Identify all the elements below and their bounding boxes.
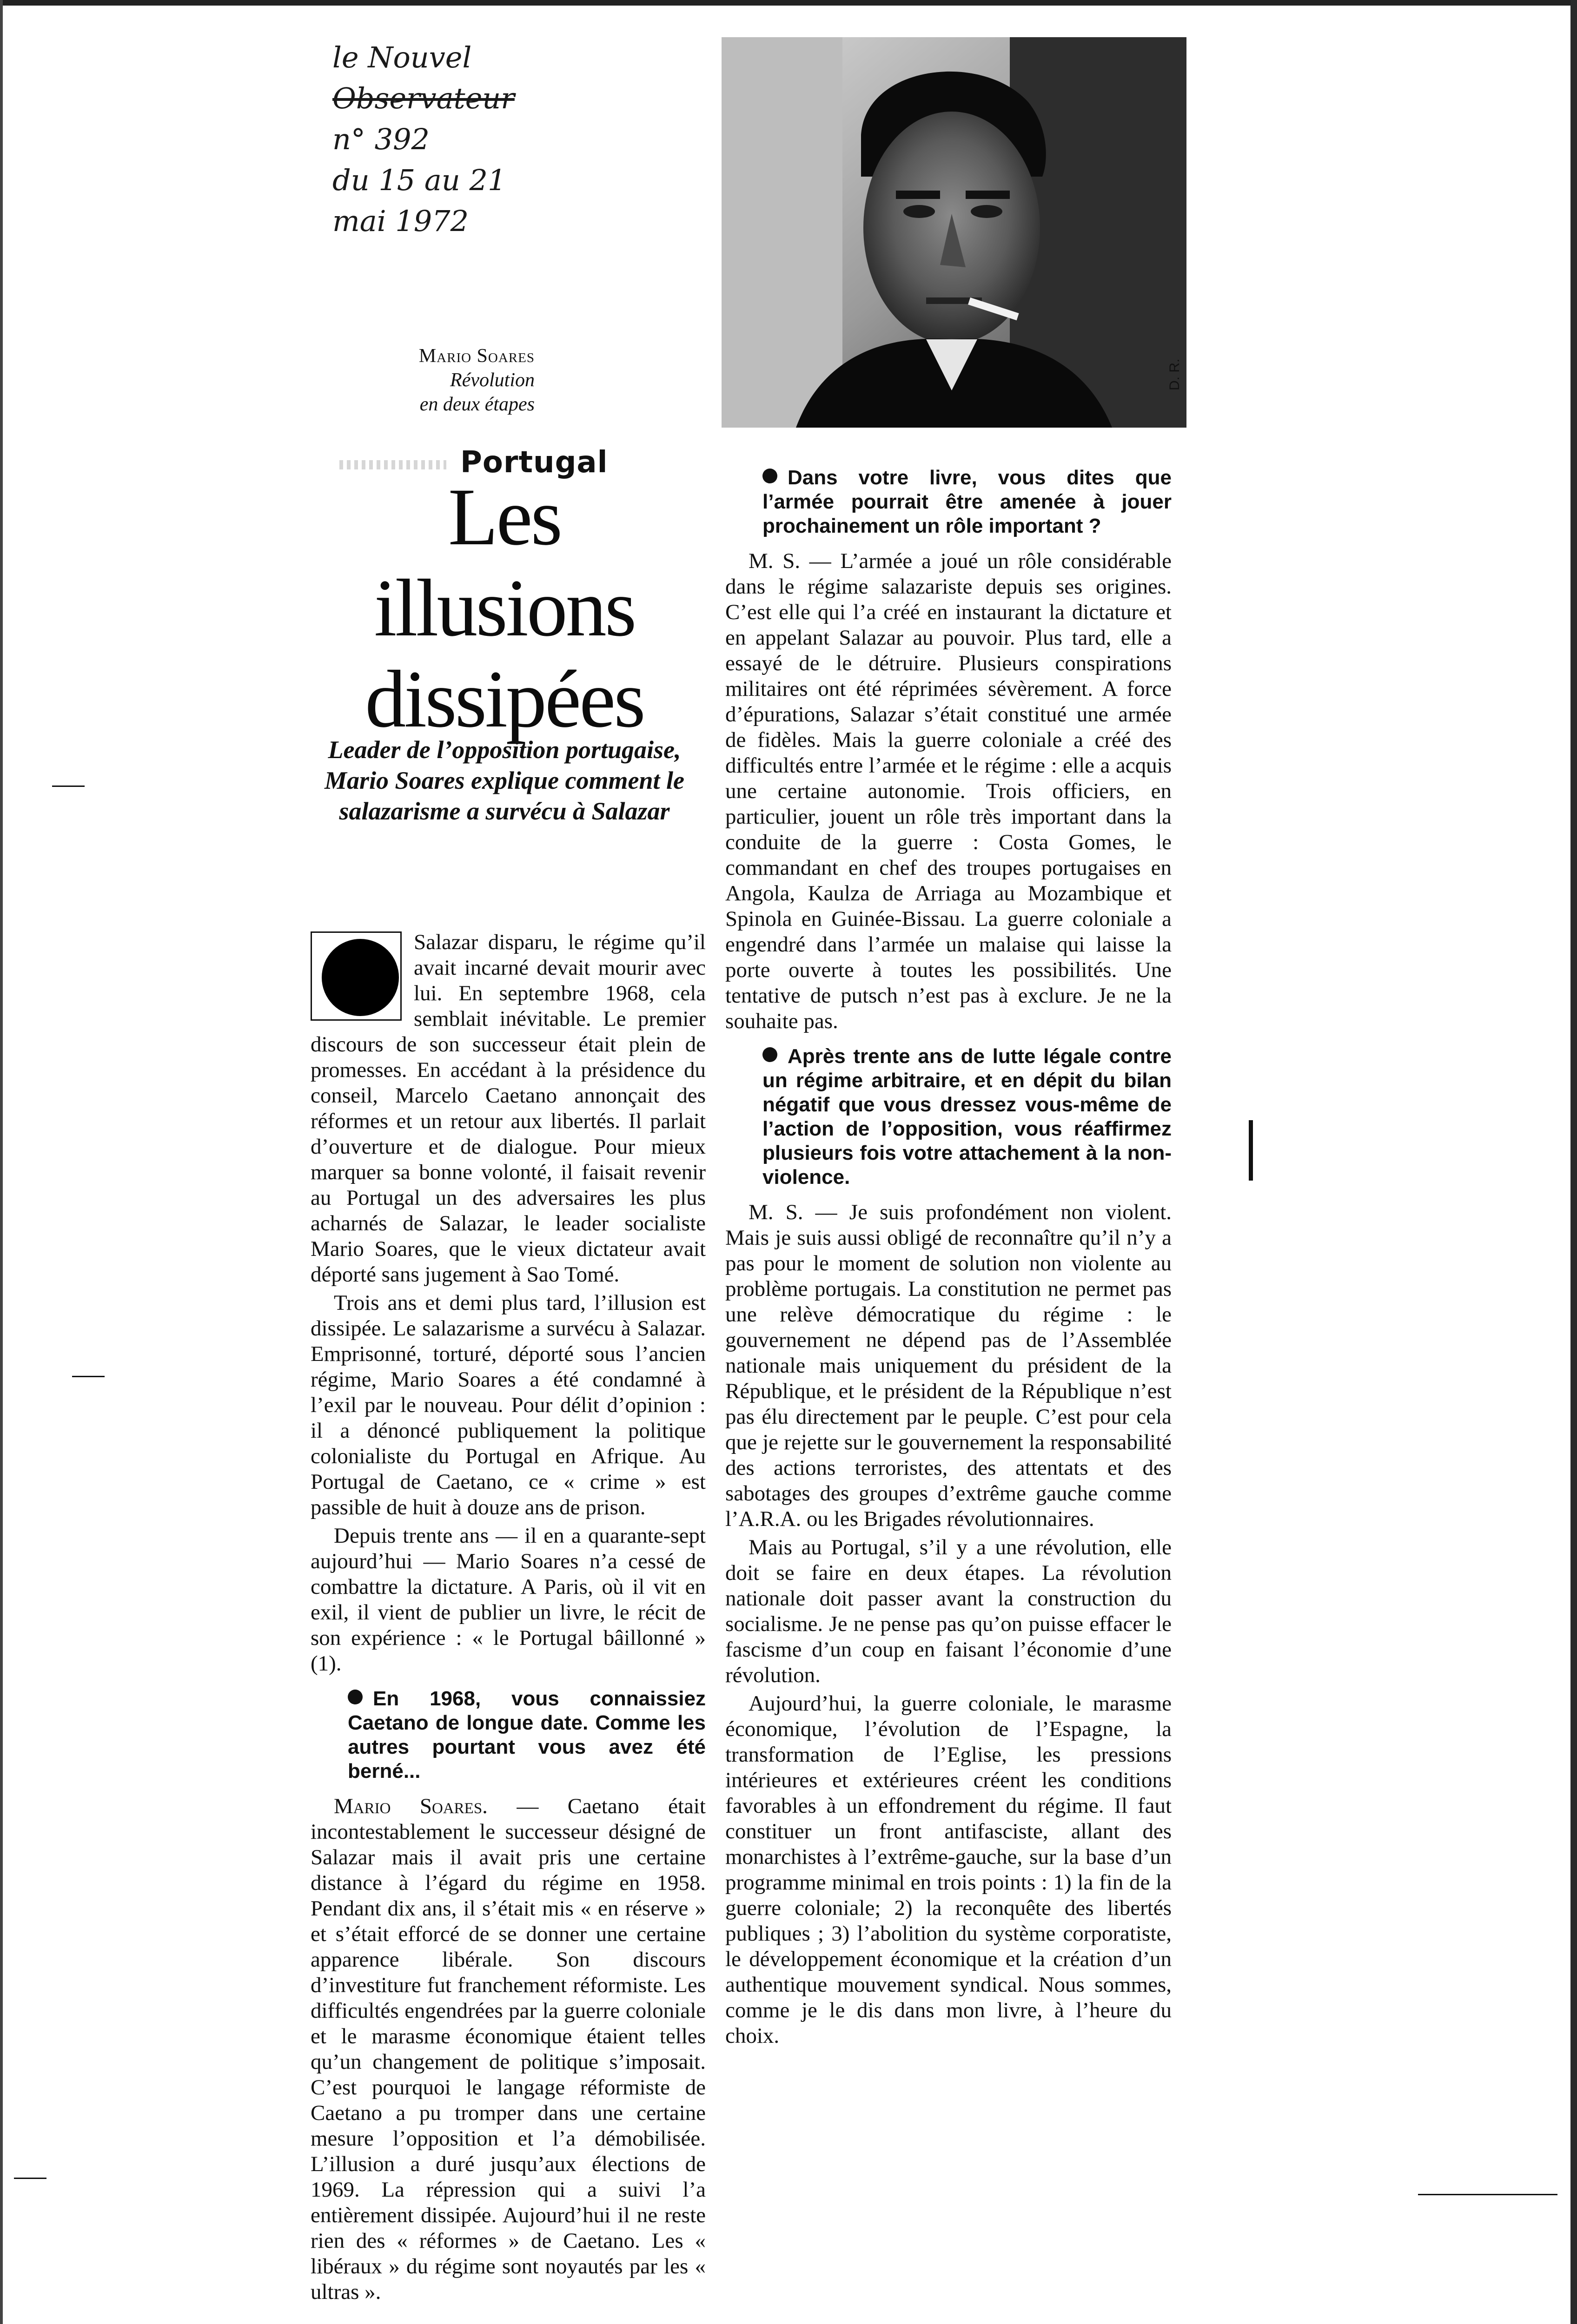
interview-question [762,466,1172,538]
handwritten-line: n° 392 [332,122,430,156]
handwritten-line: du 15 au 21 [332,163,506,197]
article-column-right [725,456,1172,2052]
caption-line: en deux étapes [419,394,535,415]
headline-line: dissipées [365,654,644,745]
print-smudge [339,460,446,469]
paragraph: Trois ans et demi plus tard, l’illusion est dissipée. Le salazarisme a survécu à Salazar. Emprisonné, torturé, déporté sous l’ancien régime, Mario Soares a été condamné à l’exil par le nouveau. Pour délit d’opinion : il a dénoncé publiquement la politique colonialiste du Portugal en Afrique. Au Portugal de Caetano, ce « crime » est passible de huit à douze ans de prison. [311,1291,706,1519]
photo-caption [372,344,535,416]
margin-mark [1418,2194,1557,2195]
paragraph [311,930,706,1287]
question-text: Après trente ans de lutte légale contre un régime arbitraire, et en dépit du bilan négatif que vous dressez vous-même de l’action de l’opposition, vous réaffirmez plusieurs fois votre attachement à la non-violence. [762,1045,1172,1188]
speaker-name: M. S. [749,549,801,573]
bullet-dot-icon [348,1690,363,1704]
scan-border-top [0,0,1577,6]
section-rubric: Portugal [460,445,608,480]
margin-mark [72,1376,105,1377]
portrait-image [722,37,1186,428]
scan-border-left [0,0,3,2324]
handwritten-note [332,37,551,242]
handwritten-line: Observateur [332,81,515,115]
bullet-dot-icon [762,1047,777,1062]
headline-line: illusions [374,563,635,654]
scan-border-right [1570,0,1577,2324]
handwritten-line: le Nouvel [332,40,472,74]
dropcap-disc [322,939,399,1016]
paragraph [725,1200,1172,1532]
answer-text: — Caetano était incontestablement le successeur désigné de Salazar mais il avait pris une certaine distance à l’égard du régime en 1958. Pendant dix ans, il s’était mis « en réserve » et s’était efforcé de se donner une certaine apparence libérale. Son discours d’investiture fut franchement réformiste. Les difficultés engendrées par la guerre coloniale et le marasme économique étaient telles qu’un changement de politique s’imposait. C’est pourquoi le langage réformiste de Caetano a pu tromper dans une certaine mesure l’opposition et l’a démobilisée. L’illusion a duré jusqu’aux élections de 1969. La répression qui a suivi l’a entièrement dissipée. Aujourd’hui il ne reste rien des « réformes » de Caetano. Les « libéraux » du régime sont noyautés par les « ultras ». [311,1794,706,2304]
question-text: En 1968, vous connaissiez Caetano de longue date. Comme les autres pourtant vous avez été berné... [348,1687,706,1783]
answer-text: — L’armée a joué un rôle considérable dans le régime salazariste depuis ses origines. C’est elle qui l’a créé en instaurant la dictature et en appelant Salazar au pouvoir. Plus tard, elle a essayé de le détruire. Plusieurs conspirations militaires ont été réprimées sévèrement. A force d’épurations, Salazar s’était constitué une armée de fidèles. Mais la guerre coloniale a créé des difficultés entre l’armée et le régime : elle a acquis une certaine autonomie. Trois officiers, en particulier, jouent un rôle très important dans la conduite de la guerre : Costa Gomes, le commandant en chef des troupes portugaises en Angola, Kaulza de Arriaga au Mozambique et Spinola en Guinée-Bissau. La guerre coloniale a engendré dans l’armée un malaise qui laisse la porte ouverte à toutes les possibilités. Une tentative de putsch n’est pas à exclure. Je ne la souhaite pas. [725,549,1172,1033]
paragraph [725,548,1172,1034]
margin-mark [1249,1120,1253,1181]
article-column-left [311,930,706,2308]
bullet-dot-icon [762,469,777,483]
interview-question [762,1044,1172,1189]
handwritten-line: mai 1972 [332,204,469,238]
question-text: Dans votre livre, vous dites que l’armée pourrait être amenée à jouer prochainement un rôle important ? [762,466,1172,537]
deck-subtitle: Leader de l’opposition portugaise, Mario Soares explique comment le salazarisme a survécu à Salazar [325,736,684,825]
photo-credit: D. R. [1167,358,1182,390]
speaker-name: M. S. [749,1200,803,1224]
paragraph: Mais au Portugal, s’il y a une révolution, elle doit se faire en deux étapes. La révolution nationale doit passer avant la construction du socialisme. Je ne pense pas qu’on puisse effacer le fascisme d’un coup en faisant l’économie d’une révolution. [725,1535,1172,1687]
paragraph: Aujourd’hui, la guerre coloniale, le marasme économique, l’évolution de l’Espagne, la transformation de l’Eglise, les pressions intérieures et extérieures créent les conditions favorables à un effondrement du régime. Il faut constituer un front antifasciste, allant des monarchistes à l’extrême-gauche, sur la base d’un programme minimal en trois points : 1) la fin de la guerre coloniale; 2) la reconquête des libertés publiques ; 3) l’abolition du système corporatiste, le développement économique et la création d’un authentique mouvement syndical. Nous sommes, comme je le dis dans mon livre, à l’heure du choix. [725,1691,1172,2048]
dropcap-ornament [311,931,404,1024]
caption-line: Révolution [450,370,535,391]
paragraph: Depuis trente ans — il en a quarante-sept aujourd’hui — Mario Soares n’a cessé de combattre la dictature. A Paris, où il vit en exil, il vient de publier un livre, le récit de son expérience : « le Portugal bâillonné » (1). [311,1524,706,1676]
portrait-photo [722,37,1186,428]
margin-mark [52,786,85,787]
headline-line: Les [448,472,561,562]
answer-text: — Je suis profondément non violent. Mais je suis aussi obligé de reconnaître qu’il n’y a pas pour le moment de solution non violente au problème portugais. La constitution ne permet pas une relève démocratique du régime : le gouvernement ne dépend pas de l’Assemblée nationale mais uniquement du président de la République, et le président de la République n’est pas élu directement par le peuple. C’est pour cela que je rejette sur le gouvernement la responsabilité des actions terroristes, des attentats et des sabotages des groupes d’extrême gauche comme l’A.R.A. ou les Brigades révolutionnaires. [725,1200,1172,1531]
headline [307,472,702,745]
caption-name: Mario Soares [418,345,535,367]
speaker-name: Mario Soares. [334,1794,488,1818]
margin-mark [14,2178,46,2179]
paragraph [311,1794,706,2305]
interview-question [348,1687,706,1783]
paragraph-text: Salazar disparu, le régime qu’il avait incarné devait mourir avec lui. En septembre 1968, cela semblait inévitable. Le premier discours de son successeur était plein de promesses. En accédant à la présidence du conseil, Marcelo Caetano annonçait des réformes et un retour aux libertés. Il parlait d’ouverture et de dialogue. Pour mieux marquer sa bonne volonté, il faisait revenir au Portugal un des adversaires les plus acharnés de Salazar, le leader socialiste Mario Soares, que le vieux dictateur avait déporté sans jugement à Sao Tomé. [311,930,706,1287]
